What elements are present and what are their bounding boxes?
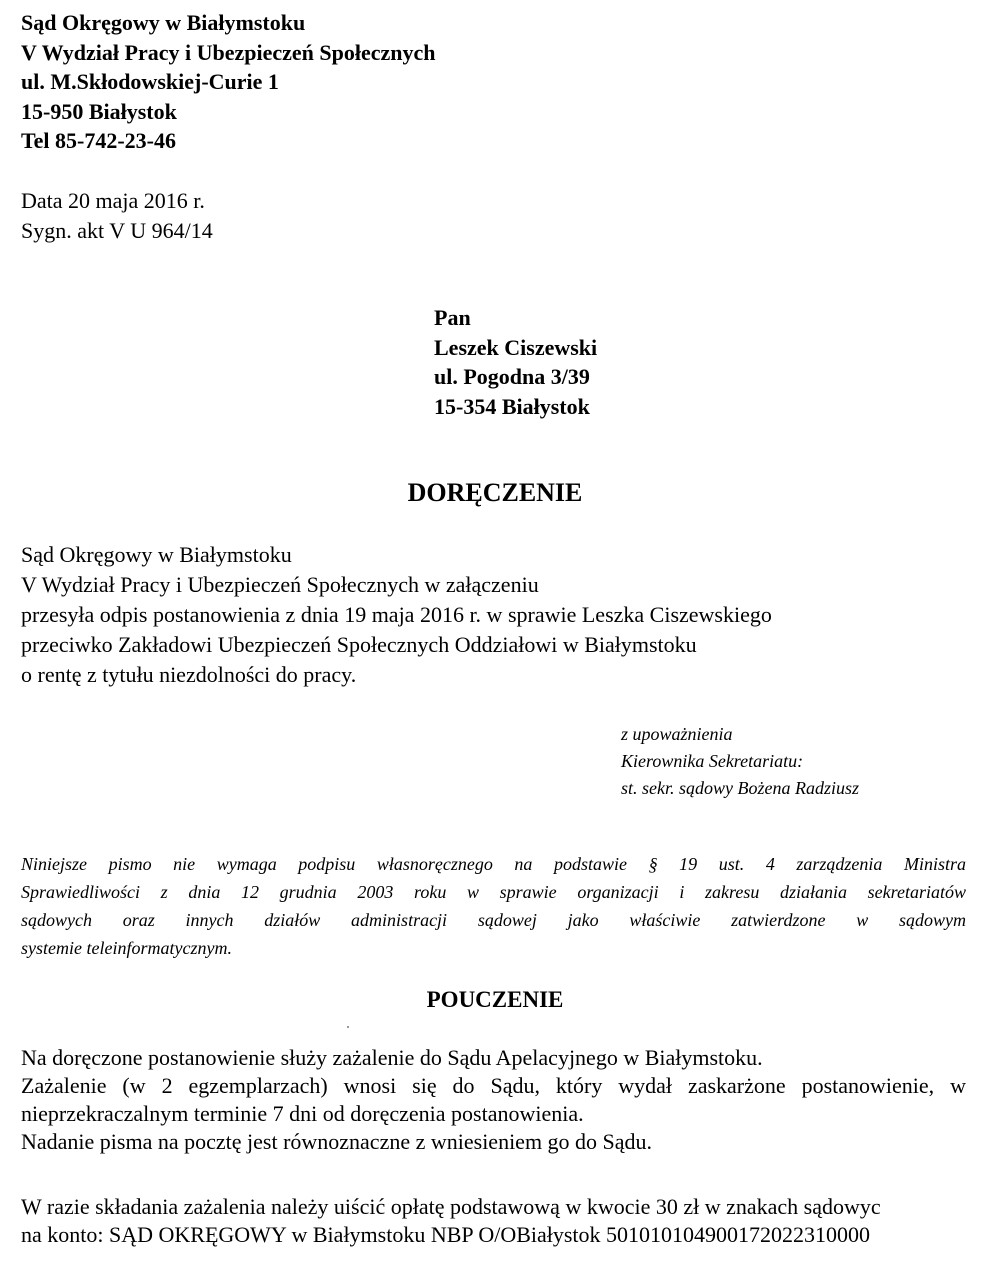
instruction-line: Nadanie pisma na pocztę jest równoznaczne z wniesieniem go do Sądu.: [21, 1129, 653, 1154]
instruction-line: nieprzekraczalnym terminie 7 dni od doręczenia postanowienia.: [21, 1101, 584, 1126]
recipient-salutation: Pan: [434, 305, 471, 330]
sender-postcode-city: 15-950 Białystok: [21, 98, 177, 124]
instruction-line: Na doręczone postanowienie służy zażalenie do Sądu Apelacyjnego w Białymstoku.: [21, 1045, 763, 1070]
sender-street: ul. M.Skłodowskiej-Curie 1: [21, 69, 279, 94]
sender-court-name: Sąd Okręgowy w Białymstoku: [21, 10, 306, 35]
sender-address-block: [21, 8, 436, 156]
electronic-signature-notice: [21, 850, 966, 962]
delivery-body-text: [21, 540, 772, 690]
instruction-line: Zażalenie (w 2 egzemplarzach) wnosi się do Sądu, który wydał zaskarżone postanowienie, w: [21, 1073, 966, 1098]
scan-speck: [347, 1026, 349, 1028]
pouczenie-heading: POUCZENIE: [426, 987, 564, 1012]
recipient-name: Leszek Ciszewski: [434, 334, 598, 360]
doreczenie-heading: DORĘCZENIE: [407, 478, 583, 507]
body-line: przesyła odpis postanowienia z dnia 19 maja 2016 r. w sprawie Leszka Ciszewskiego: [21, 602, 772, 627]
notice-line: sądowych oraz innych działów administracji sądowej jako właściwie zatwierdzone w sądowym: [21, 910, 966, 930]
recipient-postcode-city: 15-354 Białystok: [434, 393, 590, 419]
document-date: Data 20 maja 2016 r.: [21, 188, 205, 213]
case-reference: Sygn. akt V U 964/14: [21, 217, 213, 243]
body-line: o rentę z tytułu niezdolności do pracy.: [21, 662, 357, 687]
body-line: V Wydział Pracy i Ubezpieczeń Społecznych w załączeniu: [21, 572, 539, 597]
signature-authorization: z upoważnienia: [621, 724, 733, 744]
fee-line: W razie składania zażalenia należy uiścić opłatę podstawową w kwocie 30 zł w znakach sądowyc: [21, 1194, 881, 1219]
sender-phone: Tel 85-742-23-46: [21, 128, 177, 153]
bank-account-line: na konto: SĄD OKRĘGOWY w Białymstoku NBP O/OBiałystok 501010104900172022310000: [21, 1222, 871, 1247]
signature-block: [621, 721, 859, 802]
fee-payment-info: [21, 1193, 881, 1249]
notice-line: Niniejsze pismo nie wymaga podpisu własnoręcznego na podstawie § 19 ust. 4 zarządzenia Ministra: [21, 854, 966, 874]
notice-line: systemie teleinformatycznym.: [21, 938, 232, 958]
sender-department: V Wydział Pracy i Ubezpieczeń Społecznych: [21, 39, 436, 65]
document-meta: [21, 186, 213, 245]
body-line: przeciwko Zakładowi Ubezpieczeń Społecznych Oddziałowi w Białymstoku: [21, 632, 697, 657]
body-line: Sąd Okręgowy w Białymstoku: [21, 542, 292, 567]
recipient-address-block: [434, 303, 597, 421]
signature-name: st. sekr. sądowy Bożena Radziusz: [621, 778, 859, 798]
appeal-instructions: [21, 1044, 966, 1156]
signature-role: Kierownika Sekretariatu:: [621, 751, 804, 771]
notice-line: Sprawiedliwości z dnia 12 grudnia 2003 roku w sprawie organizacji i zakresu działania sekretariatów: [21, 882, 966, 902]
recipient-street: ul. Pogodna 3/39: [434, 364, 590, 389]
